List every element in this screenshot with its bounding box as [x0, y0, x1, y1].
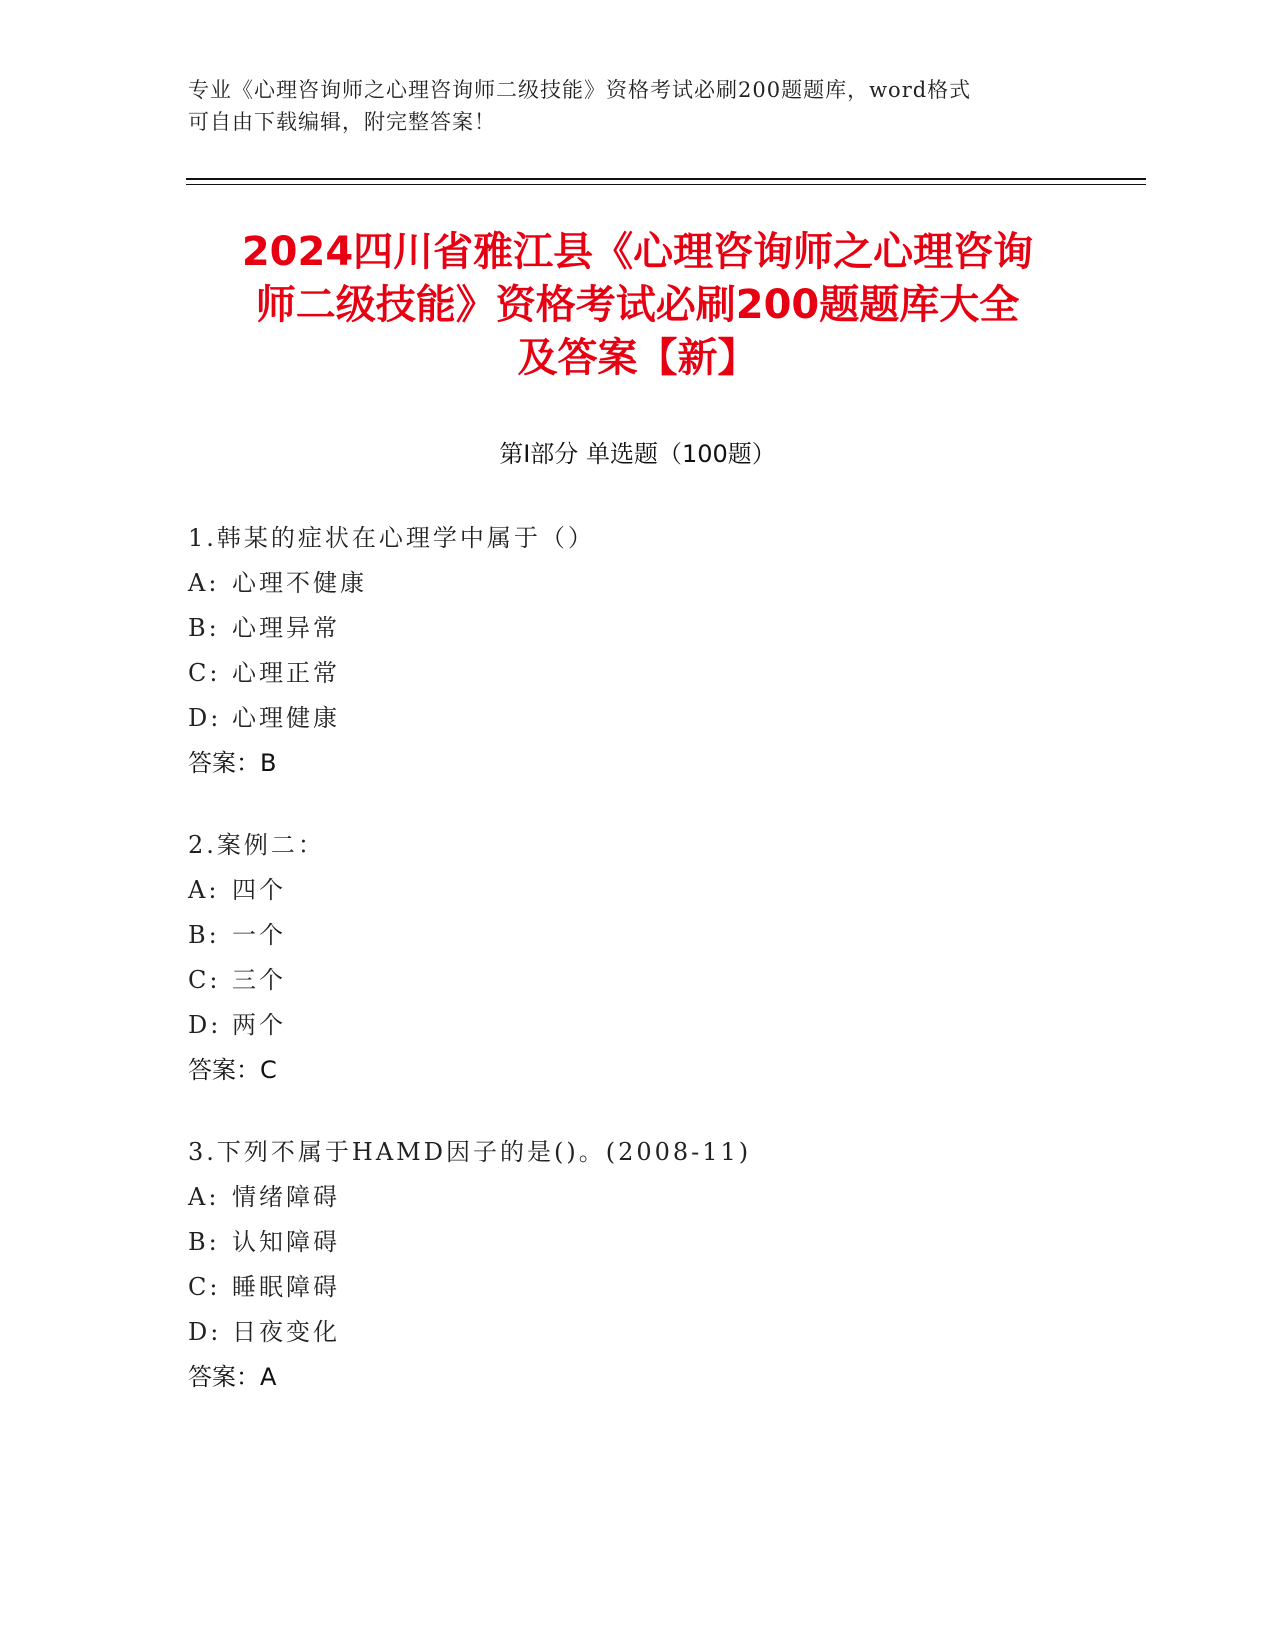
option-key: C: — [188, 966, 221, 994]
question-stem: 2.案例二： — [188, 831, 325, 859]
header-rule-thin — [186, 184, 1146, 185]
option-c — [188, 1265, 1088, 1310]
option-text: 心理正常 — [232, 659, 340, 687]
option-text: 认知障碍 — [232, 1228, 340, 1256]
option-key: A: — [188, 876, 220, 904]
answer: 答案：A — [188, 1363, 277, 1391]
document-title — [186, 226, 1089, 385]
question-2 — [188, 823, 1088, 1093]
header-note-line-2: 可自由下载编辑，附完整答案！ — [188, 110, 496, 134]
option-text: 四个 — [232, 876, 286, 904]
option-text: 心理健康 — [232, 704, 340, 732]
option-a — [188, 868, 1088, 913]
option-d — [188, 1310, 1088, 1355]
option-c — [188, 651, 1088, 696]
title-line-2: 师二级技能》资格考试必刷200题题库大全 — [255, 282, 1020, 328]
option-d — [188, 1003, 1088, 1048]
header-note-line-1: 专业《心理咨询师之心理咨询师二级技能》资格考试必刷200题题库，word格式 — [188, 78, 972, 102]
option-key: B: — [188, 921, 220, 949]
option-c — [188, 958, 1088, 1003]
option-key: D: — [188, 1011, 222, 1039]
answer: 答案：B — [188, 749, 277, 777]
option-a — [188, 1175, 1088, 1220]
option-text: 情绪障碍 — [232, 1183, 340, 1211]
question-stem: 1.韩某的症状在心理学中属于（） — [188, 524, 595, 552]
header-note — [188, 74, 1088, 138]
option-key: B: — [188, 1228, 220, 1256]
option-text: 三个 — [232, 966, 286, 994]
question-1 — [188, 516, 1088, 786]
option-key: D: — [188, 704, 222, 732]
option-key: C: — [188, 659, 221, 687]
option-text: 心理异常 — [232, 614, 340, 642]
option-a — [188, 561, 1088, 606]
option-d — [188, 696, 1088, 741]
title-line-3: 及答案【新】 — [517, 335, 758, 381]
option-b — [188, 913, 1088, 958]
question-stem: 3.下列不属于HAMD因子的是()。(2008-11) — [188, 1138, 752, 1166]
option-text: 日夜变化 — [232, 1318, 340, 1346]
option-text: 一个 — [232, 921, 286, 949]
option-b — [188, 1220, 1088, 1265]
option-text: 两个 — [232, 1011, 286, 1039]
option-key: A: — [188, 1183, 220, 1211]
header-rule-thick — [186, 178, 1146, 180]
question-3 — [188, 1130, 1088, 1400]
part-heading: 第Ⅰ部分 单选题（100题） — [499, 440, 776, 468]
answer: 答案：C — [188, 1056, 277, 1084]
option-text: 睡眠障碍 — [232, 1273, 340, 1301]
option-key: C: — [188, 1273, 221, 1301]
option-key: D: — [188, 1318, 222, 1346]
option-text: 心理不健康 — [232, 569, 367, 597]
option-key: B: — [188, 614, 220, 642]
title-line-1: 2024四川省雅江县《心理咨询师之心理咨询 — [241, 229, 1034, 275]
option-key: A: — [188, 569, 220, 597]
option-b — [188, 606, 1088, 651]
